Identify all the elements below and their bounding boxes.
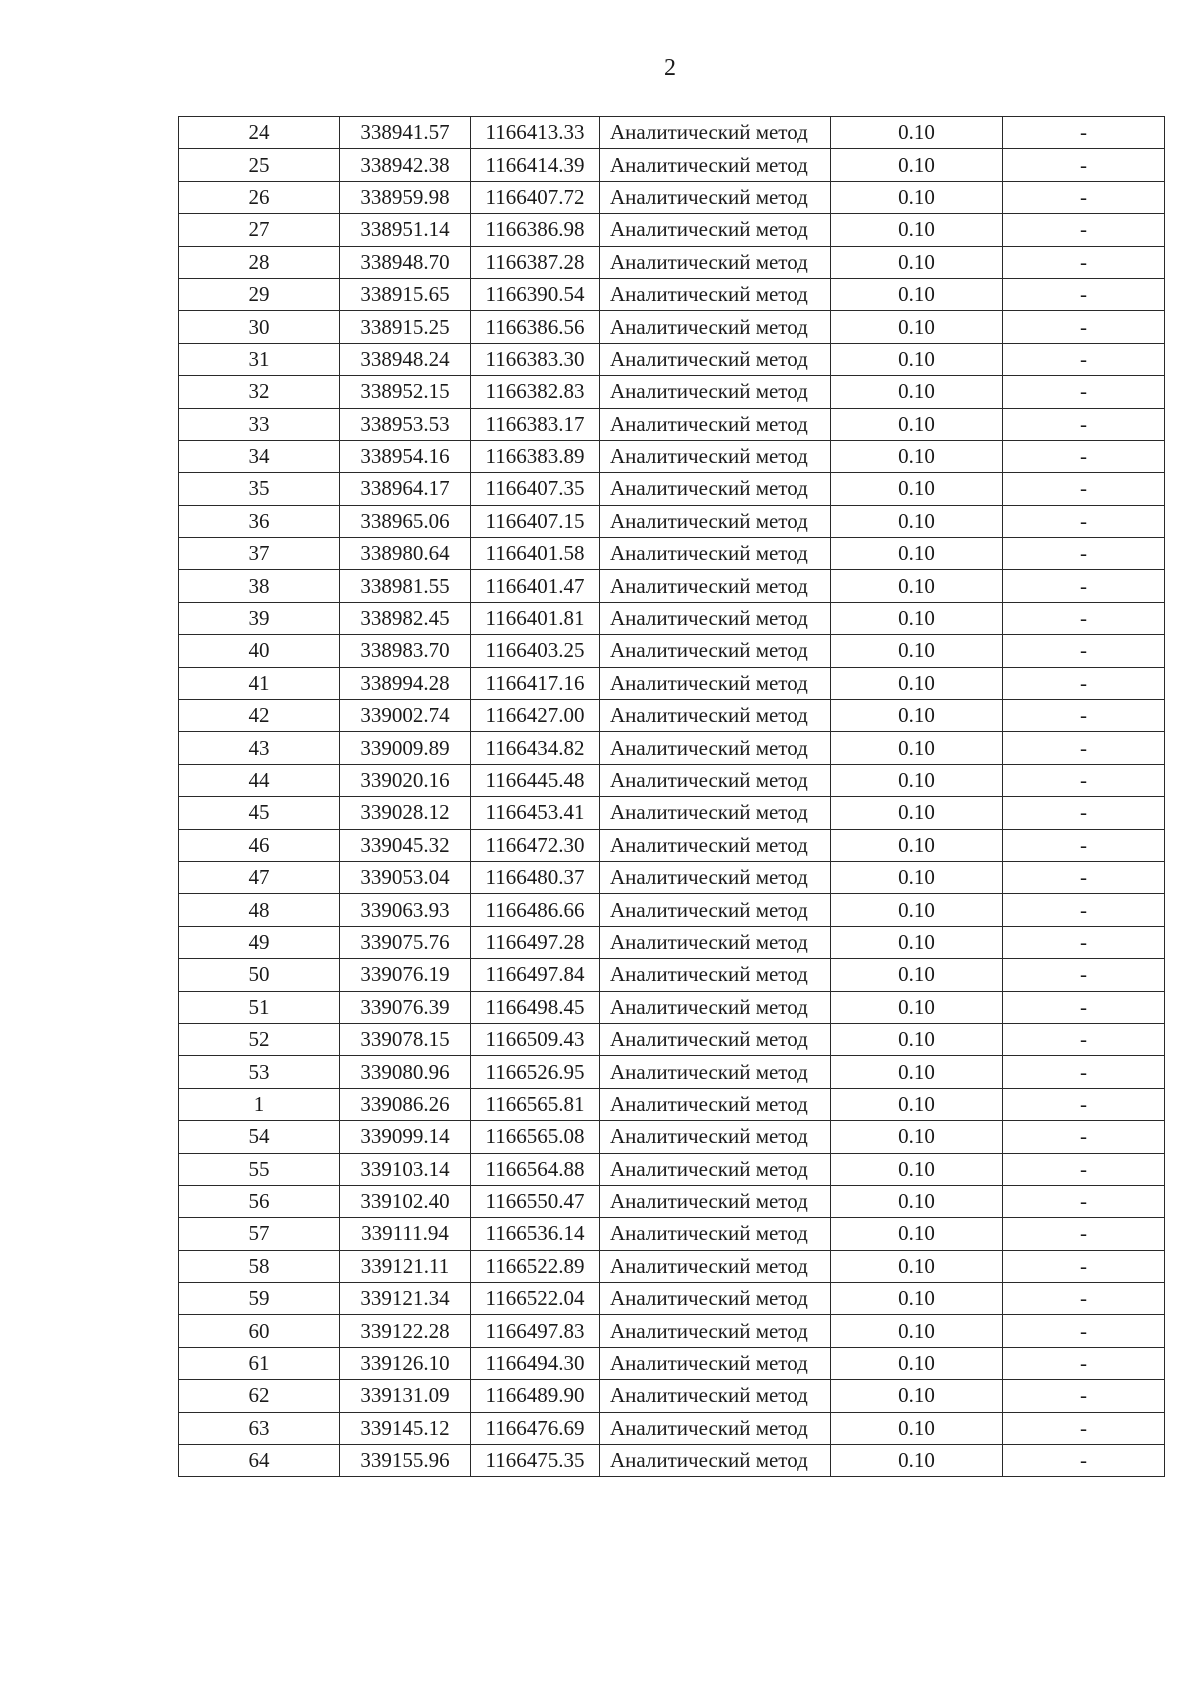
accuracy-cell: 0.10: [831, 667, 1003, 699]
point-number-cell: 33: [179, 408, 340, 440]
point-number-cell: 31: [179, 343, 340, 375]
y-coordinate-cell: 1166382.83: [471, 376, 600, 408]
table-row: [179, 1315, 1165, 1347]
accuracy-cell: 0.10: [831, 343, 1003, 375]
y-coordinate-cell: 1166383.89: [471, 440, 600, 472]
y-coordinate-cell: 1166486.66: [471, 894, 600, 926]
x-coordinate-cell: 339076.19: [340, 959, 471, 991]
table-row: [179, 602, 1165, 634]
accuracy-cell: 0.10: [831, 991, 1003, 1023]
description-cell: -: [1003, 667, 1165, 699]
y-coordinate-cell: 1166564.88: [471, 1153, 600, 1185]
x-coordinate-cell: 338942.38: [340, 149, 471, 181]
table-row: [179, 181, 1165, 213]
point-number-cell: 26: [179, 181, 340, 213]
method-cell: Аналитический метод: [600, 764, 831, 796]
x-coordinate-cell: 338981.55: [340, 570, 471, 602]
accuracy-cell: 0.10: [831, 570, 1003, 602]
method-cell: Аналитический метод: [600, 602, 831, 634]
point-number-cell: 36: [179, 505, 340, 537]
point-number-cell: 47: [179, 861, 340, 893]
table-row: [179, 440, 1165, 472]
y-coordinate-cell: 1166498.45: [471, 991, 600, 1023]
point-number-cell: 42: [179, 700, 340, 732]
table-row: [179, 278, 1165, 310]
table-row: [179, 1445, 1165, 1477]
table-row: [179, 246, 1165, 278]
table-row: [179, 861, 1165, 893]
x-coordinate-cell: 338948.24: [340, 343, 471, 375]
y-coordinate-cell: 1166413.33: [471, 117, 600, 149]
method-cell: Аналитический метод: [600, 343, 831, 375]
accuracy-cell: 0.10: [831, 894, 1003, 926]
description-cell: -: [1003, 311, 1165, 343]
point-number-cell: 62: [179, 1380, 340, 1412]
method-cell: Аналитический метод: [600, 1153, 831, 1185]
y-coordinate-cell: 1166383.17: [471, 408, 600, 440]
x-coordinate-cell: 338982.45: [340, 602, 471, 634]
description-cell: -: [1003, 1056, 1165, 1088]
y-coordinate-cell: 1166453.41: [471, 797, 600, 829]
accuracy-cell: 0.10: [831, 1121, 1003, 1153]
point-number-cell: 59: [179, 1283, 340, 1315]
point-number-cell: 43: [179, 732, 340, 764]
x-coordinate-cell: 339121.11: [340, 1250, 471, 1282]
description-cell: -: [1003, 991, 1165, 1023]
method-cell: Аналитический метод: [600, 440, 831, 472]
point-number-cell: 1: [179, 1088, 340, 1120]
x-coordinate-cell: 339121.34: [340, 1283, 471, 1315]
description-cell: -: [1003, 538, 1165, 570]
point-number-cell: 54: [179, 1121, 340, 1153]
accuracy-cell: 0.10: [831, 1185, 1003, 1217]
point-number-cell: 30: [179, 311, 340, 343]
accuracy-cell: 0.10: [831, 246, 1003, 278]
method-cell: Аналитический метод: [600, 408, 831, 440]
point-number-cell: 58: [179, 1250, 340, 1282]
description-cell: -: [1003, 861, 1165, 893]
y-coordinate-cell: 1166427.00: [471, 700, 600, 732]
point-number-cell: 57: [179, 1218, 340, 1250]
method-cell: Аналитический метод: [600, 1445, 831, 1477]
accuracy-cell: 0.10: [831, 376, 1003, 408]
method-cell: Аналитический метод: [600, 376, 831, 408]
method-cell: Аналитический метод: [600, 732, 831, 764]
x-coordinate-cell: 338965.06: [340, 505, 471, 537]
y-coordinate-cell: 1166565.08: [471, 1121, 600, 1153]
x-coordinate-cell: 338948.70: [340, 246, 471, 278]
method-cell: Аналитический метод: [600, 861, 831, 893]
method-cell: Аналитический метод: [600, 797, 831, 829]
x-coordinate-cell: 339131.09: [340, 1380, 471, 1412]
method-cell: Аналитический метод: [600, 1283, 831, 1315]
method-cell: Аналитический метод: [600, 1315, 831, 1347]
method-cell: Аналитический метод: [600, 991, 831, 1023]
x-coordinate-cell: 339111.94: [340, 1218, 471, 1250]
point-number-cell: 63: [179, 1412, 340, 1444]
accuracy-cell: 0.10: [831, 149, 1003, 181]
table-row: [179, 343, 1165, 375]
x-coordinate-cell: 339102.40: [340, 1185, 471, 1217]
accuracy-cell: 0.10: [831, 1056, 1003, 1088]
x-coordinate-cell: 339155.96: [340, 1445, 471, 1477]
description-cell: -: [1003, 700, 1165, 732]
table-row: [179, 991, 1165, 1023]
method-cell: Аналитический метод: [600, 1056, 831, 1088]
y-coordinate-cell: 1166494.30: [471, 1347, 600, 1379]
table-row: [179, 1185, 1165, 1217]
method-cell: Аналитический метод: [600, 829, 831, 861]
accuracy-cell: 0.10: [831, 1023, 1003, 1055]
y-coordinate-cell: 1166509.43: [471, 1023, 600, 1055]
point-number-cell: 28: [179, 246, 340, 278]
method-cell: Аналитический метод: [600, 538, 831, 570]
x-coordinate-cell: 339002.74: [340, 700, 471, 732]
x-coordinate-cell: 339063.93: [340, 894, 471, 926]
point-number-cell: 52: [179, 1023, 340, 1055]
method-cell: Аналитический метод: [600, 959, 831, 991]
accuracy-cell: 0.10: [831, 1412, 1003, 1444]
accuracy-cell: 0.10: [831, 538, 1003, 570]
accuracy-cell: 0.10: [831, 440, 1003, 472]
y-coordinate-cell: 1166522.04: [471, 1283, 600, 1315]
point-number-cell: 24: [179, 117, 340, 149]
x-coordinate-cell: 339078.15: [340, 1023, 471, 1055]
y-coordinate-cell: 1166407.15: [471, 505, 600, 537]
x-coordinate-cell: 339122.28: [340, 1315, 471, 1347]
method-cell: Аналитический метод: [600, 635, 831, 667]
description-cell: -: [1003, 926, 1165, 958]
method-cell: Аналитический метод: [600, 926, 831, 958]
description-cell: -: [1003, 408, 1165, 440]
y-coordinate-cell: 1166401.81: [471, 602, 600, 634]
point-number-cell: 35: [179, 473, 340, 505]
y-coordinate-cell: 1166522.89: [471, 1250, 600, 1282]
table-row: [179, 1121, 1165, 1153]
accuracy-cell: 0.10: [831, 505, 1003, 537]
table-row: [179, 894, 1165, 926]
table-row: [179, 311, 1165, 343]
y-coordinate-cell: 1166386.56: [471, 311, 600, 343]
point-number-cell: 49: [179, 926, 340, 958]
description-cell: -: [1003, 376, 1165, 408]
accuracy-cell: 0.10: [831, 635, 1003, 667]
y-coordinate-cell: 1166475.35: [471, 1445, 600, 1477]
x-coordinate-cell: 339045.32: [340, 829, 471, 861]
method-cell: Аналитический метод: [600, 1023, 831, 1055]
y-coordinate-cell: 1166445.48: [471, 764, 600, 796]
table-body: [179, 117, 1165, 1477]
y-coordinate-cell: 1166536.14: [471, 1218, 600, 1250]
page-number: 2: [664, 55, 676, 81]
description-cell: -: [1003, 1412, 1165, 1444]
table-row: [179, 1347, 1165, 1379]
x-coordinate-cell: 338954.16: [340, 440, 471, 472]
x-coordinate-cell: 338951.14: [340, 214, 471, 246]
accuracy-cell: 0.10: [831, 1250, 1003, 1282]
accuracy-cell: 0.10: [831, 181, 1003, 213]
description-cell: -: [1003, 602, 1165, 634]
x-coordinate-cell: 339126.10: [340, 1347, 471, 1379]
description-cell: -: [1003, 829, 1165, 861]
method-cell: Аналитический метод: [600, 1121, 831, 1153]
coordinates-table: [178, 116, 1165, 1477]
y-coordinate-cell: 1166417.16: [471, 667, 600, 699]
table-row: [179, 829, 1165, 861]
y-coordinate-cell: 1166414.39: [471, 149, 600, 181]
description-cell: -: [1003, 570, 1165, 602]
y-coordinate-cell: 1166386.98: [471, 214, 600, 246]
point-number-cell: 41: [179, 667, 340, 699]
x-coordinate-cell: 339076.39: [340, 991, 471, 1023]
y-coordinate-cell: 1166407.35: [471, 473, 600, 505]
point-number-cell: 60: [179, 1315, 340, 1347]
y-coordinate-cell: 1166550.47: [471, 1185, 600, 1217]
point-number-cell: 25: [179, 149, 340, 181]
description-cell: -: [1003, 764, 1165, 796]
method-cell: Аналитический метод: [600, 1347, 831, 1379]
accuracy-cell: 0.10: [831, 1218, 1003, 1250]
accuracy-cell: 0.10: [831, 1315, 1003, 1347]
accuracy-cell: 0.10: [831, 1283, 1003, 1315]
point-number-cell: 44: [179, 764, 340, 796]
x-coordinate-cell: 339053.04: [340, 861, 471, 893]
y-coordinate-cell: 1166383.30: [471, 343, 600, 375]
table-row: [179, 1218, 1165, 1250]
accuracy-cell: 0.10: [831, 797, 1003, 829]
point-number-cell: 64: [179, 1445, 340, 1477]
description-cell: -: [1003, 117, 1165, 149]
x-coordinate-cell: 339009.89: [340, 732, 471, 764]
point-number-cell: 55: [179, 1153, 340, 1185]
method-cell: Аналитический метод: [600, 1218, 831, 1250]
table-row: [179, 1380, 1165, 1412]
x-coordinate-cell: 338941.57: [340, 117, 471, 149]
description-cell: -: [1003, 797, 1165, 829]
accuracy-cell: 0.10: [831, 1445, 1003, 1477]
description-cell: -: [1003, 1283, 1165, 1315]
description-cell: -: [1003, 505, 1165, 537]
description-cell: -: [1003, 149, 1165, 181]
description-cell: -: [1003, 343, 1165, 375]
accuracy-cell: 0.10: [831, 732, 1003, 764]
table-row: [179, 117, 1165, 149]
x-coordinate-cell: 338983.70: [340, 635, 471, 667]
y-coordinate-cell: 1166434.82: [471, 732, 600, 764]
method-cell: Аналитический метод: [600, 473, 831, 505]
x-coordinate-cell: 339099.14: [340, 1121, 471, 1153]
table-row: [179, 1283, 1165, 1315]
method-cell: Аналитический метод: [600, 667, 831, 699]
accuracy-cell: 0.10: [831, 602, 1003, 634]
table-row: [179, 797, 1165, 829]
y-coordinate-cell: 1166387.28: [471, 246, 600, 278]
y-coordinate-cell: 1166497.28: [471, 926, 600, 958]
x-coordinate-cell: 339080.96: [340, 1056, 471, 1088]
accuracy-cell: 0.10: [831, 311, 1003, 343]
accuracy-cell: 0.10: [831, 700, 1003, 732]
x-coordinate-cell: 339020.16: [340, 764, 471, 796]
method-cell: Аналитический метод: [600, 181, 831, 213]
y-coordinate-cell: 1166403.25: [471, 635, 600, 667]
method-cell: Аналитический метод: [600, 894, 831, 926]
method-cell: Аналитический метод: [600, 1250, 831, 1282]
table-row: [179, 1412, 1165, 1444]
y-coordinate-cell: 1166407.72: [471, 181, 600, 213]
table-row: [179, 667, 1165, 699]
table-row: [179, 1023, 1165, 1055]
x-coordinate-cell: 339103.14: [340, 1153, 471, 1185]
y-coordinate-cell: 1166476.69: [471, 1412, 600, 1444]
point-number-cell: 61: [179, 1347, 340, 1379]
description-cell: -: [1003, 1380, 1165, 1412]
description-cell: -: [1003, 1250, 1165, 1282]
y-coordinate-cell: 1166401.58: [471, 538, 600, 570]
table-row: [179, 700, 1165, 732]
method-cell: Аналитический метод: [600, 214, 831, 246]
method-cell: Аналитический метод: [600, 505, 831, 537]
method-cell: Аналитический метод: [600, 246, 831, 278]
x-coordinate-cell: 339086.26: [340, 1088, 471, 1120]
method-cell: Аналитический метод: [600, 278, 831, 310]
y-coordinate-cell: 1166526.95: [471, 1056, 600, 1088]
y-coordinate-cell: 1166390.54: [471, 278, 600, 310]
description-cell: -: [1003, 959, 1165, 991]
point-number-cell: 38: [179, 570, 340, 602]
y-coordinate-cell: 1166497.84: [471, 959, 600, 991]
method-cell: Аналитический метод: [600, 311, 831, 343]
description-cell: -: [1003, 894, 1165, 926]
description-cell: -: [1003, 635, 1165, 667]
point-number-cell: 45: [179, 797, 340, 829]
description-cell: -: [1003, 1153, 1165, 1185]
table-row: [179, 926, 1165, 958]
point-number-cell: 51: [179, 991, 340, 1023]
y-coordinate-cell: 1166565.81: [471, 1088, 600, 1120]
x-coordinate-cell: 339028.12: [340, 797, 471, 829]
table-row: [179, 214, 1165, 246]
point-number-cell: 39: [179, 602, 340, 634]
accuracy-cell: 0.10: [831, 1088, 1003, 1120]
table-row: [179, 1056, 1165, 1088]
y-coordinate-cell: 1166480.37: [471, 861, 600, 893]
table-row: [179, 764, 1165, 796]
accuracy-cell: 0.10: [831, 926, 1003, 958]
accuracy-cell: 0.10: [831, 1153, 1003, 1185]
description-cell: -: [1003, 1445, 1165, 1477]
method-cell: Аналитический метод: [600, 700, 831, 732]
table-row: [179, 732, 1165, 764]
point-number-cell: 53: [179, 1056, 340, 1088]
accuracy-cell: 0.10: [831, 1347, 1003, 1379]
x-coordinate-cell: 338952.15: [340, 376, 471, 408]
table-row: [179, 376, 1165, 408]
x-coordinate-cell: 338994.28: [340, 667, 471, 699]
method-cell: Аналитический метод: [600, 1412, 831, 1444]
description-cell: -: [1003, 1218, 1165, 1250]
x-coordinate-cell: 338915.65: [340, 278, 471, 310]
table-row: [179, 1250, 1165, 1282]
table-row: [179, 505, 1165, 537]
x-coordinate-cell: 338915.25: [340, 311, 471, 343]
description-cell: -: [1003, 1185, 1165, 1217]
x-coordinate-cell: 339145.12: [340, 1412, 471, 1444]
point-number-cell: 50: [179, 959, 340, 991]
method-cell: Аналитический метод: [600, 1380, 831, 1412]
point-number-cell: 40: [179, 635, 340, 667]
description-cell: -: [1003, 1347, 1165, 1379]
accuracy-cell: 0.10: [831, 764, 1003, 796]
description-cell: -: [1003, 1023, 1165, 1055]
accuracy-cell: 0.10: [831, 214, 1003, 246]
description-cell: -: [1003, 278, 1165, 310]
x-coordinate-cell: 338953.53: [340, 408, 471, 440]
method-cell: Аналитический метод: [600, 1088, 831, 1120]
description-cell: -: [1003, 732, 1165, 764]
table-row: [179, 570, 1165, 602]
description-cell: -: [1003, 246, 1165, 278]
point-number-cell: 56: [179, 1185, 340, 1217]
accuracy-cell: 0.10: [831, 829, 1003, 861]
point-number-cell: 34: [179, 440, 340, 472]
method-cell: Аналитический метод: [600, 149, 831, 181]
y-coordinate-cell: 1166497.83: [471, 1315, 600, 1347]
accuracy-cell: 0.10: [831, 117, 1003, 149]
y-coordinate-cell: 1166472.30: [471, 829, 600, 861]
description-cell: -: [1003, 214, 1165, 246]
accuracy-cell: 0.10: [831, 278, 1003, 310]
x-coordinate-cell: 338959.98: [340, 181, 471, 213]
x-coordinate-cell: 338980.64: [340, 538, 471, 570]
table-row: [179, 408, 1165, 440]
description-cell: -: [1003, 1121, 1165, 1153]
accuracy-cell: 0.10: [831, 861, 1003, 893]
table-row: [179, 1153, 1165, 1185]
method-cell: Аналитический метод: [600, 117, 831, 149]
table-row: [179, 1088, 1165, 1120]
point-number-cell: 27: [179, 214, 340, 246]
accuracy-cell: 0.10: [831, 1380, 1003, 1412]
point-number-cell: 29: [179, 278, 340, 310]
point-number-cell: 48: [179, 894, 340, 926]
x-coordinate-cell: 338964.17: [340, 473, 471, 505]
point-number-cell: 32: [179, 376, 340, 408]
accuracy-cell: 0.10: [831, 473, 1003, 505]
accuracy-cell: 0.10: [831, 959, 1003, 991]
method-cell: Аналитический метод: [600, 570, 831, 602]
description-cell: -: [1003, 1315, 1165, 1347]
table-row: [179, 959, 1165, 991]
table-row: [179, 635, 1165, 667]
description-cell: -: [1003, 1088, 1165, 1120]
x-coordinate-cell: 339075.76: [340, 926, 471, 958]
description-cell: -: [1003, 181, 1165, 213]
point-number-cell: 37: [179, 538, 340, 570]
table-row: [179, 473, 1165, 505]
accuracy-cell: 0.10: [831, 408, 1003, 440]
point-number-cell: 46: [179, 829, 340, 861]
method-cell: Аналитический метод: [600, 1185, 831, 1217]
description-cell: -: [1003, 473, 1165, 505]
description-cell: -: [1003, 440, 1165, 472]
y-coordinate-cell: 1166489.90: [471, 1380, 600, 1412]
y-coordinate-cell: 1166401.47: [471, 570, 600, 602]
table-row: [179, 538, 1165, 570]
table-row: [179, 149, 1165, 181]
